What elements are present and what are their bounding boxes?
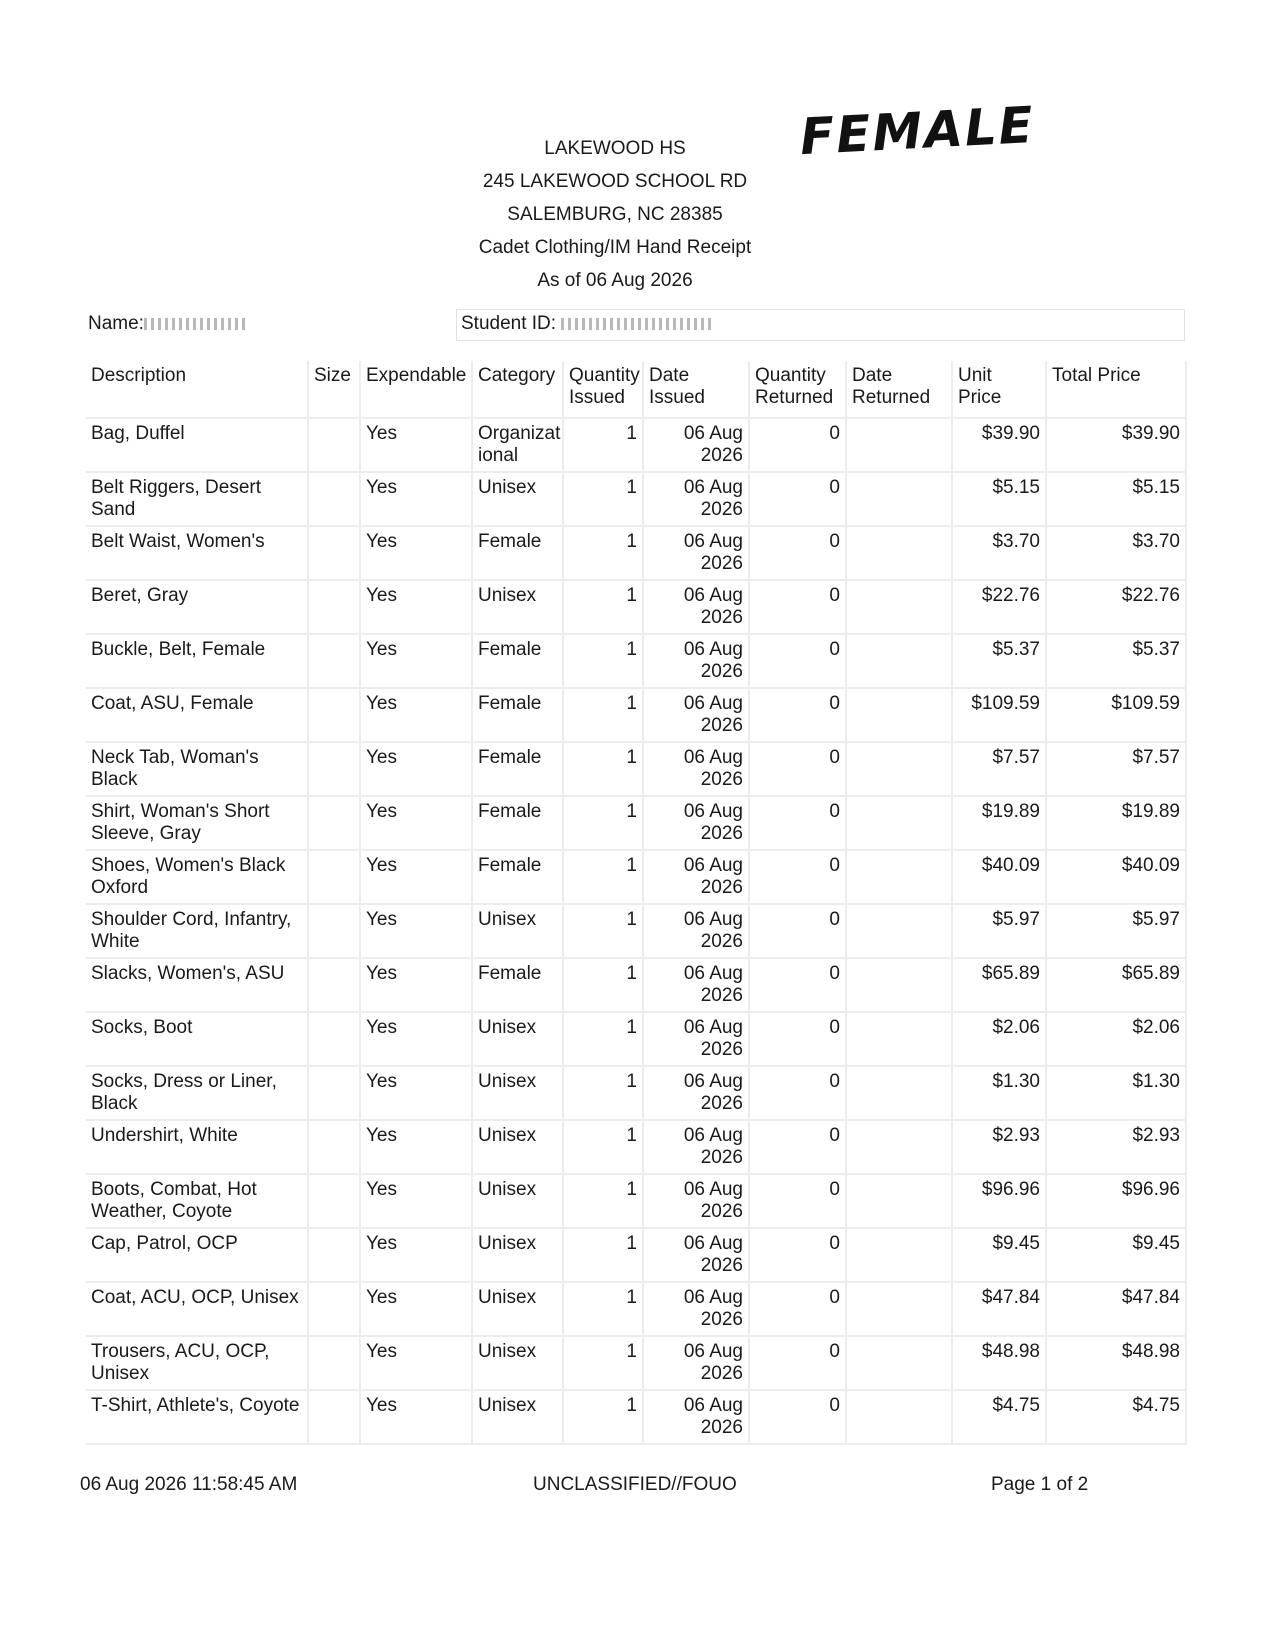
total-price-cell: $2.93: [1047, 1121, 1187, 1175]
category-cell: Unisex: [473, 1229, 564, 1283]
table-row: [86, 635, 1187, 689]
print-timestamp: 06 Aug 2026 11:58:45 AM: [80, 1474, 298, 1495]
total-price-cell: $40.09: [1047, 851, 1187, 905]
quantity-returned-cell: 0: [750, 473, 847, 527]
unit-price-cell: $47.84: [953, 1283, 1047, 1337]
quantity-returned-cell: 0: [750, 1391, 847, 1445]
table-row: [86, 419, 1187, 473]
description-cell: Coat, ASU, Female: [86, 689, 309, 743]
category-cell: Unisex: [473, 1337, 564, 1391]
total-price-cell: $5.15: [1047, 473, 1187, 527]
description-cell: Bag, Duffel: [86, 419, 309, 473]
expendable-cell: Yes: [361, 797, 473, 851]
date-issued-cell: 06 Aug 2026: [644, 1175, 750, 1229]
unit-price-cell: $4.75: [953, 1391, 1047, 1445]
description-cell: Buckle, Belt, Female: [86, 635, 309, 689]
date-issued-cell: 06 Aug 2026: [644, 527, 750, 581]
table-row: [86, 1121, 1187, 1175]
date-returned-cell: [847, 419, 953, 473]
total-price-cell: $39.90: [1047, 419, 1187, 473]
quantity-returned-cell: 0: [750, 1175, 847, 1229]
size-cell: [309, 1175, 361, 1229]
classification-marking: UNCLASSIFIED//FOUO: [533, 1474, 737, 1495]
date-issued-cell: 06 Aug 2026: [644, 1337, 750, 1391]
expendable-cell: Yes: [361, 419, 473, 473]
date-issued-cell: 06 Aug 2026: [644, 419, 750, 473]
date-issued-cell: 06 Aug 2026: [644, 905, 750, 959]
table-row: [86, 1229, 1187, 1283]
size-cell: [309, 473, 361, 527]
date-returned-cell: [847, 635, 953, 689]
date-returned-cell: [847, 851, 953, 905]
table-row: [86, 581, 1187, 635]
size-cell: [309, 635, 361, 689]
total-price-cell: $19.89: [1047, 797, 1187, 851]
date-issued-cell: 06 Aug 2026: [644, 1283, 750, 1337]
description-cell: Shirt, Woman's Short Sleeve, Gray: [86, 797, 309, 851]
document-header: [420, 132, 810, 297]
table-row: [86, 1283, 1187, 1337]
total-price-cell: $9.45: [1047, 1229, 1187, 1283]
total-price-cell: $109.59: [1047, 689, 1187, 743]
size-cell: [309, 1013, 361, 1067]
description-cell: Beret, Gray: [86, 581, 309, 635]
date-returned-cell: [847, 905, 953, 959]
quantity-returned-cell: 0: [750, 1121, 847, 1175]
unit-price-cell: $7.57: [953, 743, 1047, 797]
total-price-cell: $4.75: [1047, 1391, 1187, 1445]
category-cell: Unisex: [473, 473, 564, 527]
quantity-returned-cell: 0: [750, 635, 847, 689]
quantity-issued-cell: 1: [564, 1067, 644, 1121]
date-issued-cell: 06 Aug 2026: [644, 959, 750, 1013]
unit-price-cell: $5.97: [953, 905, 1047, 959]
column-header: Date Issued: [644, 361, 750, 419]
total-price-cell: $47.84: [1047, 1283, 1187, 1337]
total-price-cell: $22.76: [1047, 581, 1187, 635]
description-cell: Socks, Dress or Liner, Black: [86, 1067, 309, 1121]
quantity-issued-cell: 1: [564, 743, 644, 797]
expendable-cell: Yes: [361, 1337, 473, 1391]
description-cell: Trousers, ACU, OCP, Unisex: [86, 1337, 309, 1391]
date-issued-cell: 06 Aug 2026: [644, 1067, 750, 1121]
quantity-issued-cell: 1: [564, 905, 644, 959]
category-cell: Female: [473, 743, 564, 797]
category-cell: Unisex: [473, 1391, 564, 1445]
unit-price-cell: $5.37: [953, 635, 1047, 689]
expendable-cell: Yes: [361, 851, 473, 905]
description-cell: Boots, Combat, Hot Weather, Coyote: [86, 1175, 309, 1229]
student-id-label: Student ID:: [461, 313, 557, 334]
date-issued-cell: 06 Aug 2026: [644, 473, 750, 527]
column-header: Description: [86, 361, 309, 419]
quantity-returned-cell: 0: [750, 797, 847, 851]
category-cell: Female: [473, 851, 564, 905]
description-cell: T-Shirt, Athlete's, Coyote: [86, 1391, 309, 1445]
unit-price-cell: $65.89: [953, 959, 1047, 1013]
quantity-issued-cell: 1: [564, 1013, 644, 1067]
size-cell: [309, 1121, 361, 1175]
date-returned-cell: [847, 1013, 953, 1067]
date-issued-cell: 06 Aug 2026: [644, 1229, 750, 1283]
quantity-issued-cell: 1: [564, 851, 644, 905]
description-cell: Shoes, Women's Black Oxford: [86, 851, 309, 905]
quantity-returned-cell: 0: [750, 581, 847, 635]
category-cell: Female: [473, 797, 564, 851]
quantity-issued-cell: 1: [564, 1283, 644, 1337]
date-issued-cell: 06 Aug 2026: [644, 1013, 750, 1067]
expendable-cell: Yes: [361, 473, 473, 527]
description-cell: Undershirt, White: [86, 1121, 309, 1175]
unit-price-cell: $22.76: [953, 581, 1047, 635]
table-row: [86, 1391, 1187, 1445]
unit-price-cell: $1.30: [953, 1067, 1047, 1121]
expendable-cell: Yes: [361, 581, 473, 635]
expendable-cell: Yes: [361, 1013, 473, 1067]
date-returned-cell: [847, 1175, 953, 1229]
size-cell: [309, 419, 361, 473]
expendable-cell: Yes: [361, 743, 473, 797]
expendable-cell: Yes: [361, 1175, 473, 1229]
table-row: [86, 1337, 1187, 1391]
date-returned-cell: [847, 581, 953, 635]
column-header: Quantity Issued: [564, 361, 644, 419]
size-cell: [309, 1391, 361, 1445]
date-issued-cell: 06 Aug 2026: [644, 635, 750, 689]
quantity-issued-cell: 1: [564, 635, 644, 689]
description-cell: Belt Riggers, Desert Sand: [86, 473, 309, 527]
unit-price-cell: $2.93: [953, 1121, 1047, 1175]
size-cell: [309, 797, 361, 851]
column-header: Size: [309, 361, 361, 419]
expendable-cell: Yes: [361, 635, 473, 689]
quantity-issued-cell: 1: [564, 473, 644, 527]
table-row: [86, 851, 1187, 905]
handwritten-note: FEMALE: [798, 95, 1037, 167]
size-cell: [309, 1067, 361, 1121]
expendable-cell: Yes: [361, 1391, 473, 1445]
quantity-returned-cell: 0: [750, 419, 847, 473]
quantity-issued-cell: 1: [564, 419, 644, 473]
as-of-date: As of 06 Aug 2026: [537, 270, 693, 291]
page-number: Page 1 of 2: [991, 1474, 1089, 1495]
expendable-cell: Yes: [361, 689, 473, 743]
category-cell: Female: [473, 635, 564, 689]
category-cell: Female: [473, 689, 564, 743]
category-cell: Unisex: [473, 581, 564, 635]
total-price-cell: $65.89: [1047, 959, 1187, 1013]
size-cell: [309, 851, 361, 905]
column-header: Date Returned: [847, 361, 953, 419]
date-returned-cell: [847, 1229, 953, 1283]
description-cell: Cap, Patrol, OCP: [86, 1229, 309, 1283]
date-returned-cell: [847, 959, 953, 1013]
total-price-cell: $7.57: [1047, 743, 1187, 797]
size-cell: [309, 743, 361, 797]
date-returned-cell: [847, 1283, 953, 1337]
size-cell: [309, 905, 361, 959]
size-cell: [309, 1229, 361, 1283]
quantity-issued-cell: 1: [564, 959, 644, 1013]
column-header: Unit Price: [953, 361, 1047, 419]
category-cell: Organizat ional: [473, 419, 564, 473]
date-returned-cell: [847, 797, 953, 851]
description-cell: Coat, ACU, OCP, Unisex: [86, 1283, 309, 1337]
date-issued-cell: 06 Aug 2026: [644, 851, 750, 905]
column-header: Expendable: [361, 361, 473, 419]
date-returned-cell: [847, 1067, 953, 1121]
date-returned-cell: [847, 689, 953, 743]
category-cell: Unisex: [473, 1121, 564, 1175]
quantity-returned-cell: 0: [750, 959, 847, 1013]
size-cell: [309, 1337, 361, 1391]
category-cell: Unisex: [473, 1283, 564, 1337]
school-name: LAKEWOOD HS: [544, 138, 686, 159]
expendable-cell: Yes: [361, 527, 473, 581]
size-cell: [309, 527, 361, 581]
quantity-issued-cell: 1: [564, 581, 644, 635]
category-cell: Unisex: [473, 1175, 564, 1229]
date-returned-cell: [847, 473, 953, 527]
quantity-returned-cell: 0: [750, 1229, 847, 1283]
document-title: Cadet Clothing/IM Hand Receipt: [478, 237, 752, 258]
expendable-cell: Yes: [361, 905, 473, 959]
redacted-name: [144, 318, 249, 330]
date-returned-cell: [847, 527, 953, 581]
total-price-cell: $96.96: [1047, 1175, 1187, 1229]
description-cell: Neck Tab, Woman's Black: [86, 743, 309, 797]
quantity-returned-cell: 0: [750, 1283, 847, 1337]
expendable-cell: Yes: [361, 1229, 473, 1283]
quantity-issued-cell: 1: [564, 689, 644, 743]
table-row: [86, 743, 1187, 797]
category-cell: Female: [473, 959, 564, 1013]
quantity-returned-cell: 0: [750, 1067, 847, 1121]
date-issued-cell: 06 Aug 2026: [644, 689, 750, 743]
table-row: [86, 473, 1187, 527]
table-header-row: [86, 361, 1187, 419]
column-header: Total Price: [1047, 361, 1187, 419]
unit-price-cell: $48.98: [953, 1337, 1047, 1391]
quantity-returned-cell: 0: [750, 1013, 847, 1067]
quantity-issued-cell: 1: [564, 1175, 644, 1229]
school-address: 245 LAKEWOOD SCHOOL RD: [482, 171, 748, 192]
total-price-cell: $3.70: [1047, 527, 1187, 581]
unit-price-cell: $40.09: [953, 851, 1047, 905]
unit-price-cell: $9.45: [953, 1229, 1047, 1283]
total-price-cell: $5.37: [1047, 635, 1187, 689]
date-issued-cell: 06 Aug 2026: [644, 1391, 750, 1445]
date-returned-cell: [847, 1391, 953, 1445]
description-cell: Slacks, Women's, ASU: [86, 959, 309, 1013]
date-issued-cell: 06 Aug 2026: [644, 1121, 750, 1175]
description-cell: Shoulder Cord, Infantry, White: [86, 905, 309, 959]
total-price-cell: $1.30: [1047, 1067, 1187, 1121]
date-issued-cell: 06 Aug 2026: [644, 743, 750, 797]
quantity-issued-cell: 1: [564, 1229, 644, 1283]
school-city: SALEMBURG, NC 28385: [507, 204, 723, 225]
quantity-returned-cell: 0: [750, 851, 847, 905]
size-cell: [309, 581, 361, 635]
expendable-cell: Yes: [361, 1067, 473, 1121]
name-label: Name:: [88, 313, 144, 334]
table-row: [86, 1175, 1187, 1229]
description-cell: Socks, Boot: [86, 1013, 309, 1067]
date-returned-cell: [847, 1121, 953, 1175]
date-issued-cell: 06 Aug 2026: [644, 581, 750, 635]
unit-price-cell: $3.70: [953, 527, 1047, 581]
table-row: [86, 1067, 1187, 1121]
table-row: [86, 527, 1187, 581]
table-row: [86, 689, 1187, 743]
unit-price-cell: $109.59: [953, 689, 1047, 743]
expendable-cell: Yes: [361, 959, 473, 1013]
unit-price-cell: $5.15: [953, 473, 1047, 527]
category-cell: Female: [473, 527, 564, 581]
unit-price-cell: $39.90: [953, 419, 1047, 473]
date-returned-cell: [847, 743, 953, 797]
total-price-cell: $48.98: [1047, 1337, 1187, 1391]
expendable-cell: Yes: [361, 1121, 473, 1175]
quantity-returned-cell: 0: [750, 689, 847, 743]
size-cell: [309, 689, 361, 743]
size-cell: [309, 1283, 361, 1337]
quantity-issued-cell: 1: [564, 527, 644, 581]
student-info-row: [86, 309, 1187, 343]
description-cell: Belt Waist, Women's: [86, 527, 309, 581]
size-cell: [309, 959, 361, 1013]
total-price-cell: $5.97: [1047, 905, 1187, 959]
quantity-returned-cell: 0: [750, 743, 847, 797]
date-returned-cell: [847, 1337, 953, 1391]
quantity-returned-cell: 0: [750, 1337, 847, 1391]
student-id: [456, 309, 1185, 341]
redacted-student-id: [561, 318, 711, 330]
student-name: [88, 313, 249, 335]
unit-price-cell: $96.96: [953, 1175, 1047, 1229]
quantity-issued-cell: 1: [564, 797, 644, 851]
quantity-issued-cell: 1: [564, 1391, 644, 1445]
category-cell: Unisex: [473, 1013, 564, 1067]
items-table: [86, 361, 1187, 1445]
date-issued-cell: 06 Aug 2026: [644, 797, 750, 851]
category-cell: Unisex: [473, 905, 564, 959]
unit-price-cell: $2.06: [953, 1013, 1047, 1067]
expendable-cell: Yes: [361, 1283, 473, 1337]
category-cell: Unisex: [473, 1067, 564, 1121]
quantity-issued-cell: 1: [564, 1121, 644, 1175]
column-header: Quantity Returned: [750, 361, 847, 419]
quantity-issued-cell: 1: [564, 1337, 644, 1391]
quantity-returned-cell: 0: [750, 905, 847, 959]
table-row: [86, 797, 1187, 851]
total-price-cell: $2.06: [1047, 1013, 1187, 1067]
quantity-returned-cell: 0: [750, 527, 847, 581]
table-row: [86, 1013, 1187, 1067]
column-header: Category: [473, 361, 564, 419]
table-row: [86, 905, 1187, 959]
unit-price-cell: $19.89: [953, 797, 1047, 851]
table-row: [86, 959, 1187, 1013]
